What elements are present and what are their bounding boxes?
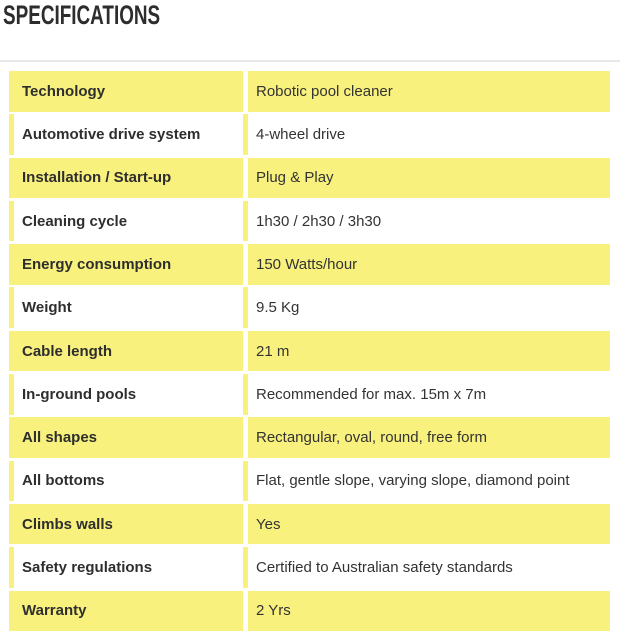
spec-row-warranty: [9, 591, 610, 632]
spec-row-drive-system: [9, 114, 610, 155]
spec-row-climbs-walls: [9, 504, 610, 545]
spec-label: Cleaning cycle: [9, 201, 243, 242]
spec-row-safety: [9, 547, 610, 588]
spec-value: Yes: [248, 504, 610, 545]
spec-value: 1h30 / 2h30 / 3h30: [248, 201, 610, 242]
spec-label: All bottoms: [9, 461, 243, 502]
spec-label: Weight: [9, 287, 243, 328]
spec-value: Recommended for max. 15m x 7m: [248, 374, 610, 415]
spec-value: 150 Watts/hour: [248, 244, 610, 285]
spec-label: Warranty: [9, 591, 243, 632]
spec-value: 4-wheel drive: [248, 114, 610, 155]
spec-value: Rectangular, oval, round, free form: [248, 417, 610, 458]
spec-label: Energy consumption: [9, 244, 243, 285]
spec-label: Safety regulations: [9, 547, 243, 588]
spec-row-bottoms: [9, 461, 610, 502]
spec-row-cable-length: [9, 331, 610, 372]
spec-label: All shapes: [9, 417, 243, 458]
spec-row-shapes: [9, 417, 610, 458]
page-title: SPECIFICATIONS: [3, 0, 161, 30]
spec-value: Flat, gentle slope, varying slope, diamond point: [248, 461, 610, 502]
spec-label: Technology: [9, 71, 243, 112]
header-divider: [0, 60, 620, 62]
spec-row-inground-pools: [9, 374, 610, 415]
spec-label: Installation / Start-up: [9, 158, 243, 199]
spec-value: Certified to Australian safety standards: [248, 547, 610, 588]
spec-value: 2 Yrs: [248, 591, 610, 632]
spec-value: Plug & Play: [248, 158, 610, 199]
spec-label: In-ground pools: [9, 374, 243, 415]
spec-label: Automotive drive system: [9, 114, 243, 155]
spec-row-weight: [9, 287, 610, 328]
spec-value: 21 m: [248, 331, 610, 372]
specifications-table: [9, 71, 610, 634]
spec-row-technology: [9, 71, 610, 112]
spec-label: Climbs walls: [9, 504, 243, 545]
spec-label: Cable length: [9, 331, 243, 372]
spec-row-installation: [9, 158, 610, 199]
spec-row-energy: [9, 244, 610, 285]
spec-row-cleaning-cycle: [9, 201, 610, 242]
spec-value: Robotic pool cleaner: [248, 71, 610, 112]
spec-value: 9.5 Kg: [248, 287, 610, 328]
